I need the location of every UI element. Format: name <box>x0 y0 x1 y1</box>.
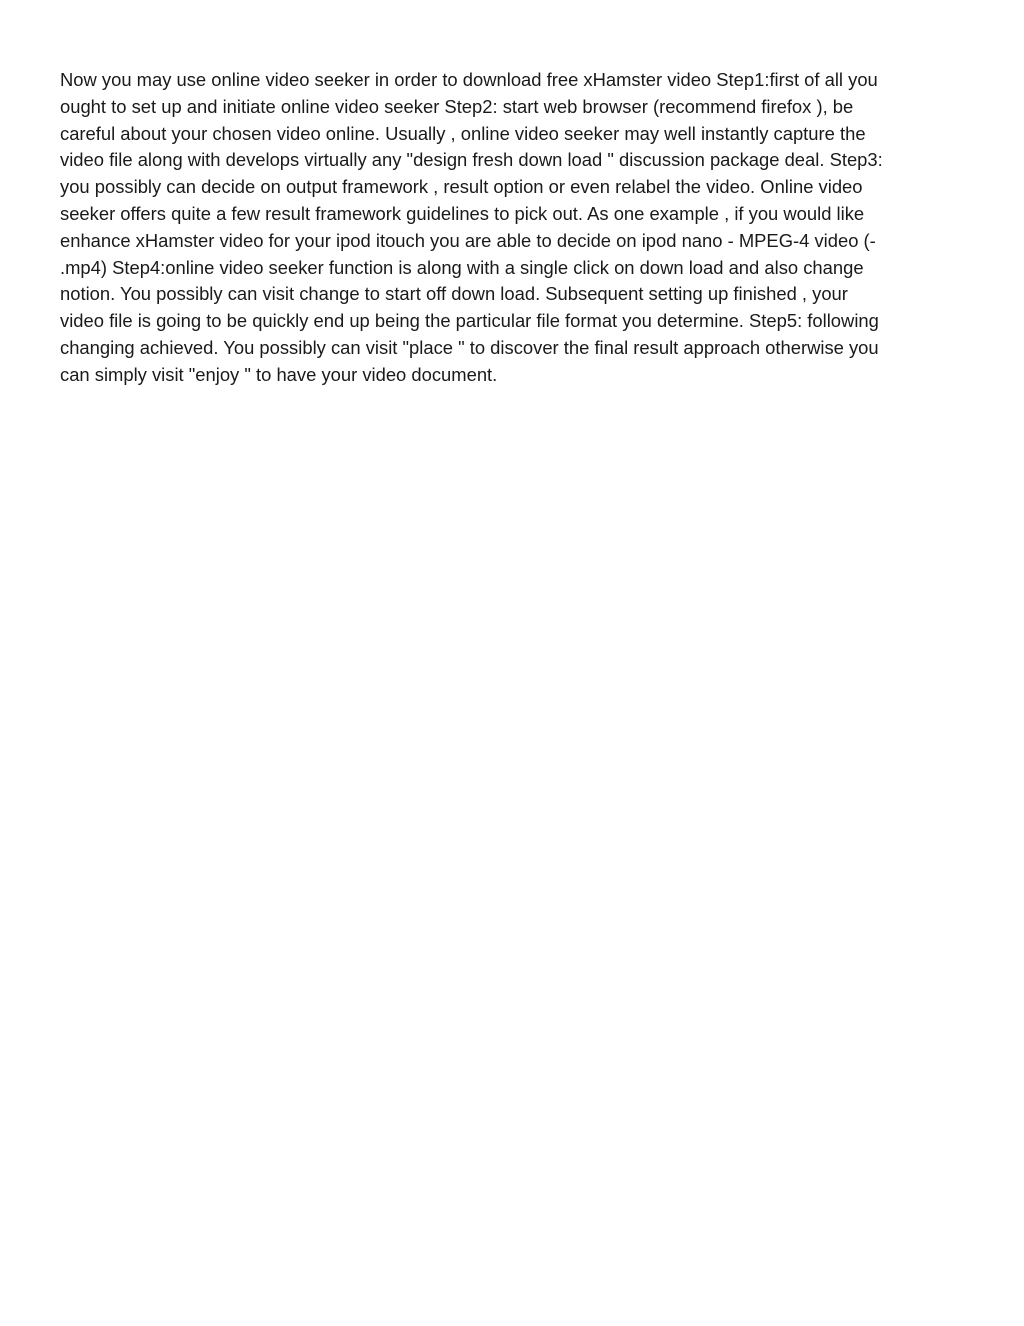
text-line: Now you may use online video seeker in order to download free xHamster video Step1:first of all you <box>60 69 878 90</box>
text-line: careful about your chosen video online. Usually , online video seeker may well instantly capture the <box>60 122 866 144</box>
body-paragraph <box>60 67 970 389</box>
text-line: ought to set up and initiate online video seeker Step2: start web browser (recommend firefox ), be <box>60 95 854 117</box>
text-line: you possibly can decide on output framework , result option or even relabel the video. Online video <box>60 176 863 198</box>
text-line: .mp4) Step4:online video seeker function is along with a single click on down load and also change <box>60 256 864 278</box>
text-line: video file along with develops virtually any "design fresh down load " discussion package deal. Step3: <box>60 149 883 171</box>
text-line: video file is going to be quickly end up being the particular file format you determine. Step5: following <box>60 310 879 332</box>
text-line: changing achieved. You possibly can visit "place " to discover the final result approach otherwise you <box>60 336 879 358</box>
text-line: notion. You possibly can visit change to start off down load. Subsequent setting up finished , your <box>60 283 848 305</box>
text-line: seeker offers quite a few result framework guidelines to pick out. As one example , if you would like <box>60 202 865 224</box>
text-line: enhance xHamster video for your ipod itouch you are able to decide on ipod nano - MPEG-4 video (- <box>60 229 876 251</box>
text-line: can simply visit "enjoy " to have your video document. <box>60 363 498 385</box>
